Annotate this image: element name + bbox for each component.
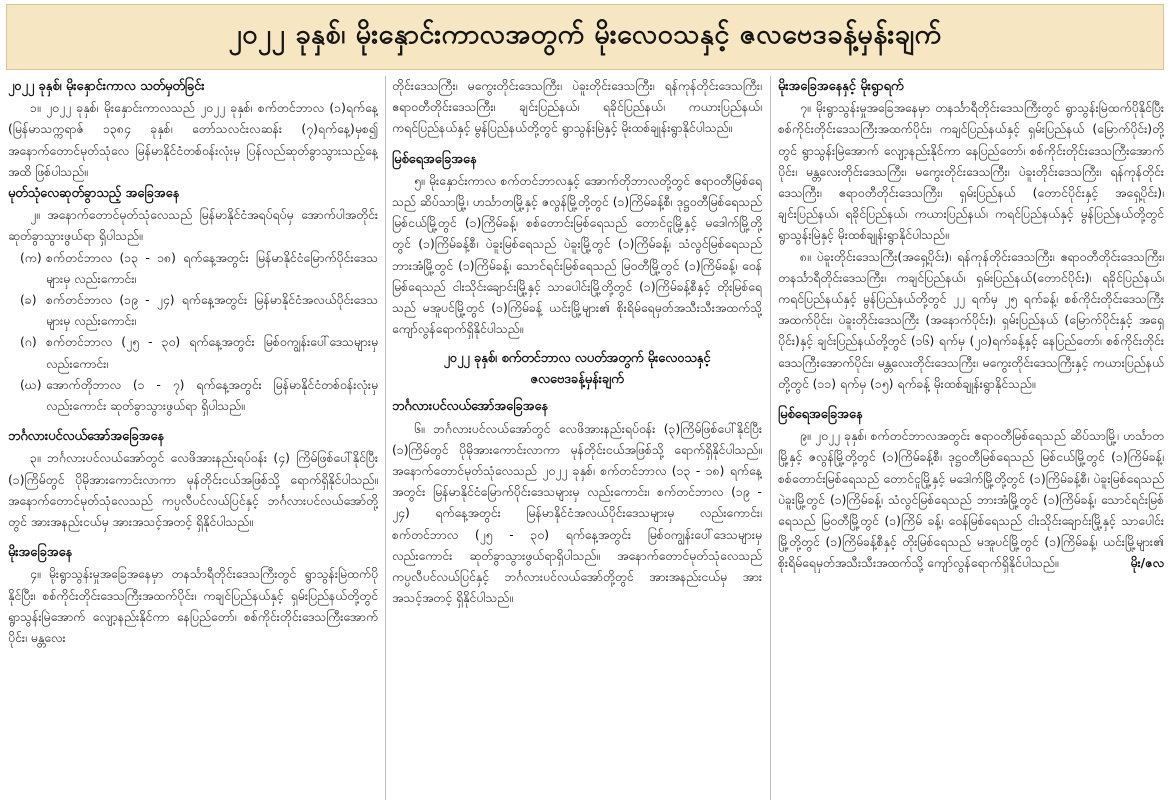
continued-marker: မိုး/ဇလ: [1130, 556, 1164, 571]
paragraph-4-continued: တိုင်းဒေသကြီး၊ မကွေးတိုင်းဒေသကြီး၊ ပဲခူးတိုင်းဒေသကြီး၊ ရန်ကုန်တိုင်းဒေသကြီး၊ ဧရာဝတီတိုင်းဒေသကြီး၊ ချင်းပြည်နယ်၊ ရခိုင်ပြည်နယ်၊ ကယားပြည်နယ်၊ ကရင်ပြည်နယ်နှင့် မွန်ပြည်နယ်တို့တွင် ရွာသွန်းမြဲနှင့် မိုးထစ်ချုန်းရွာနိုင်ပါသည်။: [392, 79, 762, 136]
list-item: [8, 248, 378, 290]
section-heading: မိုးအခြေအနေ: [8, 545, 73, 561]
section-heading: ဘင်္ဂလားပင်လယ်အော်အခြေအနေ: [392, 399, 549, 415]
paragraph-8: ၈။ ပဲခူးတိုင်းဒေသကြီး(အရှေ့ပိုင်း)၊ ရန်ကုန်တိုင်းဒေသကြီး၊ ဧရာဝတီတိုင်းဒေသကြီး၊ တနင်္သာရီတိုင်းဒေသကြီး၊ ကချင်ပြည်နယ်၊ ရှမ်းပြည်နယ်(တောင်ပိုင်း)၊ ရခိုင်ပြည်နယ်၊ ကရင်ပြည်နယ်နှင့် မွန်ပြည်နယ်တို့တွင် ၂၂ ရက်မှ ၂၅ ရက်ခန့်၊ စစ်ကိုင်းတိုင်းဒေသကြီးအထက်ပိုင်း၊ ပဲခူးတိုင်းဒေသကြီး (အနောက်ပိုင်း)၊ ရှမ်းပြည်နယ် (မြောက်ပိုင်းနှင့် အရှေ့ပိုင်း)နှင့် ချင်းပြည်နယ်တို့တွင် (၁၆) ရက်မှ (၂၀)ရက်ခန့်နှင့် နေပြည်တော်၊ စစ်ကိုင်းတိုင်းဒေသကြီးအောက်ပိုင်း၊ မန္တလေးတိုင်းဒေသကြီး၊ မကွေးတိုင်းဒေသကြီးနှင့် ကယားပြည်နယ်တို့တွင် (၁၁) ရက်မှ (၁၅) ရက်ခန့် မိုးထစ်ချုန်းရွာနိုင်သည်။: [778, 249, 1164, 391]
list-marker: (ဂ): [20, 335, 37, 350]
list-item: [8, 290, 378, 332]
section-heading: မိုးအခြေအနေနှင့် မိုးရွာရက်: [778, 79, 904, 94]
list-item: [8, 332, 378, 374]
paragraph-3: ၃။ ဘင်္ဂလားပင်လယ်အော်တွင် လေဖိအားနည်းရပ်ဝန်း (၄) ကြိမ်ဖြစ်ပေါ်နိုင်ပြီး (၁)ကြိမ်တွင် ပိုမိုအားကောင်းလာကာ မုန်တိုင်းငယ်အဖြစ်သို့ ရောက်ရှိနိုင်ပါသည်။ အနောက်တောင်မုတ်သုံလေသည် ကပ္ပလီပင်လယ်ပြင်နှင့် ဘင်္ဂလားပင်လယ်အော်တို့တွင် အားအနည်းငယ်မှ အားအသင့်အတင့် ရှိနိုင်ပါသည်။: [8, 451, 378, 530]
paragraph-1: ၁။ ၂၀၂၂ ခုနှစ်၊ မိုးနှောင်းကာလသည် ၂၀၂၂ ခုနှစ်၊ စက်တင်ဘာလ (၁)ရက်နေ့ (မြန်မာသက္ကရာဇ် ၁၃၈၄ ခုနှစ်၊ တော်သလင်းလဆန်း (၇)ရက်နေ့)မှစ၍ အနောက်တောင်မုတ်သုံလေ မြန်မာနိုင်ငံတစ်ဝန်းလုံးမှ ပြန်လည်ဆုတ်ခွာသွားသည့်နေ့အထိ ဖြစ်ပါသည်။: [8, 101, 378, 179]
list-item: [8, 375, 378, 417]
section-heading: မြစ်ရေအခြေအနေ: [392, 151, 477, 167]
section-heading: မုတ်သုံလေဆုတ်ခွာသည့် အခြေအနေ: [8, 186, 180, 202]
list-item-text: စက်တင်ဘာလ (၂၅ - ၃၀) ရက်နေ့အတွင်း မြစ်ဝကျွန်းပေါ်ဒေသများမှ လည်းကောင်း၊: [46, 335, 378, 371]
list-marker: (ခ): [20, 293, 37, 308]
list-marker: (က): [20, 250, 42, 265]
paragraph-7: ၇။ မိုးရွာသွန်းမှုအခြေအနေမှာ တနင်္သာရီတိုင်းဒေသကြီးတွင် ရွာသွန်းမြဲထက်ပိုနိုင်ပြီး စစ်ကိုင်းတိုင်းဒေသကြီးအထက်ပိုင်း၊ ကချင်ပြည်နယ်နှင့် ရှမ်းပြည်နယ် (မြောက်ပိုင်း)တို့တွင် ရွာသွန်းမြဲအောက် လျော့နည်းနိုင်ကာ နေပြည်တော်၊ စစ်ကိုင်းတိုင်းဒေသကြီးအောက်ပိုင်း၊ မန္တလေးတိုင်းဒေသကြီး၊ မကွေးတိုင်းဒေသကြီး၊ ပဲခူးတိုင်းဒေသကြီး၊ ရန်ကုန်တိုင်းဒေသကြီး၊ ဧရာဝတီတိုင်းဒေသကြီး၊ ရှမ်းပြည်နယ် (တောင်ပိုင်းနှင့် အရှေ့ပိုင်း)၊ ချင်းပြည်နယ်၊ ရခိုင်ပြည်နယ်၊ ကယားပြည်နယ်၊ ကရင်ပြည်နယ်နှင့် မွန်ပြည်နယ်တို့တွင် ရွာသွန်းမြဲနှင့် မိုးထစ်ချုန်းရွာနိုင်ပါသည်။: [778, 101, 1164, 243]
section-heading: မြစ်ရေအခြေအနေ: [778, 407, 863, 423]
section-heading: ဘင်္ဂလားပင်လယ်အော်အခြေအနေ: [8, 429, 165, 445]
paragraph-9-text: ၉။ ၂၀၂၂ ခုနှစ်၊ စက်တင်ဘာလအတွင်း ဧရာဝတီမြစ်ရေသည် ဆိပ်သာမြို့၊ ဟင်္သာတမြို့နှင့် ဇလွန်မြို့တို့တွင် (၁)ကြိမ်ခန့်စီ၊ ဒုဋ္ဌဝတီမြစ်ရေသည် မြစ်ငယ်မြို့တွင် (၁)ကြိမ်ခန့်၊ စစ်တောင်းမြစ်ရေသည် တောင်ငူမြို့နှင့် မဒေါက်မြို့တို့တွင် (၁)ကြိမ်ခန့်စီ၊ ပဲခူးမြစ်ရေသည် ပဲခူးမြို့တွင် (၁)ကြိမ်ခန့်၊ သံလွင်မြစ်ရေသည် ဘားအံမြို့တွင် (၁)ကြိမ်ခန့်၊ သောင်ရင်းမြစ်ရေသည် မြဝတီမြို့တွင် (၁)ကြိမ် ခန့်၊ ဝေန်မြစ်ရေသည် ငါးသိုင်းချောင်းမြို့နှင့် သာပေါင်းမြို့တို့တွင် (၁)ကြိမ်ခန့်စီနှင့် တိုးမြစ်ရေသည် မအူပင်မြို့တွင် (၁)ကြိမ်ခန့်၊ ယင်းမြို့များ၏ စိုးရိမ်ရေမှတ်အသီးသီးအထက်သို့ ကျော်လွန်ရောက်ရှိနိုင်ပါသည်။: [778, 429, 1164, 571]
column-2: [392, 76, 762, 800]
subtitle-line: ၂၀၂၂ ခုနှစ်၊ စက်တင်ဘာလ လပတ်အတွက် မိုးလေဝသနှင့်: [443, 351, 711, 367]
list-item-text: စက်တင်ဘာလ (၁၉ - ၂၄) ရက်နေ့အတွင်း မြန်မာနိုင်ငံအလယ်ပိုင်းဒေသများမှ လည်းကောင်း၊: [46, 293, 378, 329]
article-body: [0, 76, 1170, 800]
paragraph-2: ၂။ အနောက်တောင်မုတ်သုံလေသည် မြန်မာနိုင်ငံအရပ်ရပ်မှ အောက်ပါအတိုင်း ဆုတ်ခွာသွားဖွယ်ရာ ရှိပါသည်။: [8, 208, 378, 244]
paragraph-4: ၄။ မိုးရွာသွန်းမှုအခြေအနေမှာ တနင်္သာရီတိုင်းဒေသကြီးတွင် ရွာသွန်းမြဲထက်ပိုနိုင်ပြီး၊ စစ်ကိုင်းတိုင်းဒေသကြီးအထက်ပိုင်း၊ ကချင်ပြည်နယ်နှင့် ရှမ်းပြည်နယ်တို့တွင် ရွာသွန်းမြဲအောက် လျော့နည်းနိုင်ကာ နေပြည်တော်၊ စစ်ကိုင်းတိုင်းဒေသကြီးအောက်ပိုင်း၊ မန္တလေး: [8, 567, 378, 646]
list-item-text: စက်တင်ဘာလ (၁၃ - ၁၈) ရက်နေ့အတွင်း မြန်မာနိုင်ငံမြောက်ပိုင်းဒေသများမှ လည်းကောင်း၊: [46, 250, 378, 286]
paragraph-5: ၅။ မိုးနှောင်းကာလ စက်တင်ဘာလနှင့် အောက်တိုဘာလတို့တွင် ဧရာဝတီမြစ်ရေသည် ဆိပ်သာမြို့၊ ဟင်္သာတမြို့နှင့် ဇလွန်မြို့တို့တွင် (၁)ကြိမ်ခန့်စီ၊ ဒုဋ္ဌဝတီမြစ်ရေသည် မြစ်ငယ်မြို့တွင် (၁)ကြိမ်ခန့်၊ စစ်တောင်းမြစ်ရေသည် တောင်ငူမြို့နှင့် မဒေါက်မြို့တို့တွင် (၁)ကြိမ်ခန့်စီ၊ ပဲခူးမြစ်ရေသည် ပဲခူးမြို့တွင် (၁)ကြိမ်ခန့်၊ သံလွင်မြစ်ရေသည် ဘားအံမြို့တွင် (၁)ကြိမ်ခန့်၊ သောင်ရင်းမြစ်ရေသည် မြဝတီမြို့တွင် (၁)ကြိမ်ခန့်၊ ဝေန်မြစ်ရေသည် ငါးသိုင်းချောင်းမြို့နှင့် သာပေါင်းမြို့တို့တွင် (၁)ကြိမ်ခန့်စီနှင့် တိုးမြစ်ရေသည် မအူပင်မြို့တွင် (၁)ကြိမ်ခန့် ယင်းမြို့များ၏ စိုးရိမ်ရေမှတ်အသီးသီးအထက်သို့ ကျော်လွန်ရောက်ရှိနိုင်ပါသည်။: [392, 173, 762, 337]
list-item-text: အောက်တိုဘာလ (၁ - ၇) ရက်နေ့အတွင်း မြန်မာနိုင်ငံတစ်ဝန်းလုံးမှလည်းကောင်း ဆုတ်ခွာသွားဖွယ်ရာ ရှိပါသည်။: [46, 377, 378, 414]
paragraph-9: [778, 426, 1164, 574]
column-1: [8, 76, 378, 800]
page-title: ၂၀၂၂ ခုနှစ်၊ မိုးနှောင်းကာလအတွက် မိုးလေဝသနှင့် ဇလဗေဒခန့်မှန်းချက်: [6, 4, 1164, 70]
subtitle: [392, 348, 762, 390]
subtitle-line: ဇလဗေဒခန့်မှန်းချက်: [530, 372, 624, 388]
paragraph-6: ၆။ ဘင်္ဂလားပင်လယ်အော်တွင် လေဖိအားနည်းရပ်ဝန်း (၃)ကြိမ်ဖြစ်ပေါ်နိုင်ပြီး (၁)ကြိမ်တွင် ပိုမိုအားကောင်းလာကာ မုန်တိုင်းငယ်အဖြစ်သို့ ရောက်ရှိနိုင်ပါသည်။ အနောက်တောင်မုတ်သုံလေသည် ၂၀၂၂ ခုနှစ်၊ စက်တင်ဘာလ (၁၃ - ၁၈) ရက်နေ့အတွင်း မြန်မာနိုင်ငံမြောက်ပိုင်းဒေသများမှ လည်းကောင်း၊ စက်တင်ဘာလ (၁၉ - ၂၄) ရက်နေ့အတွင်း မြန်မာနိုင်ငံအလယ်ပိုင်းဒေသများမှ လည်းကောင်း၊ စက်တင်ဘာလ (၂၅ - ၃၀) ရက်နေ့အတွင်း မြစ်ဝကျွန်းပေါ်ဒေသများမှ လည်းကောင်း ဆုတ်ခွာသွားဖွယ်ရာရှိပါသည်။ အနောက်တောင်မုတ်သုံလေသည် ကပ္ပလီပင်လယ်ပြင်နှင့် ဘင်္ဂလားပင်လယ်အော်တို့တွင် အားအနည်းငယ်မှ အားအသင့်အတင့် ရှိနိုင်ပါသည်။: [392, 421, 762, 606]
section-heading: ၂၀၂၂ ခုနှစ်၊ မိုးနှောင်းကာလ သတ်မှတ်ခြင်း: [8, 79, 205, 94]
list-marker: (ဃ): [20, 377, 42, 392]
column-3: [778, 76, 1164, 800]
